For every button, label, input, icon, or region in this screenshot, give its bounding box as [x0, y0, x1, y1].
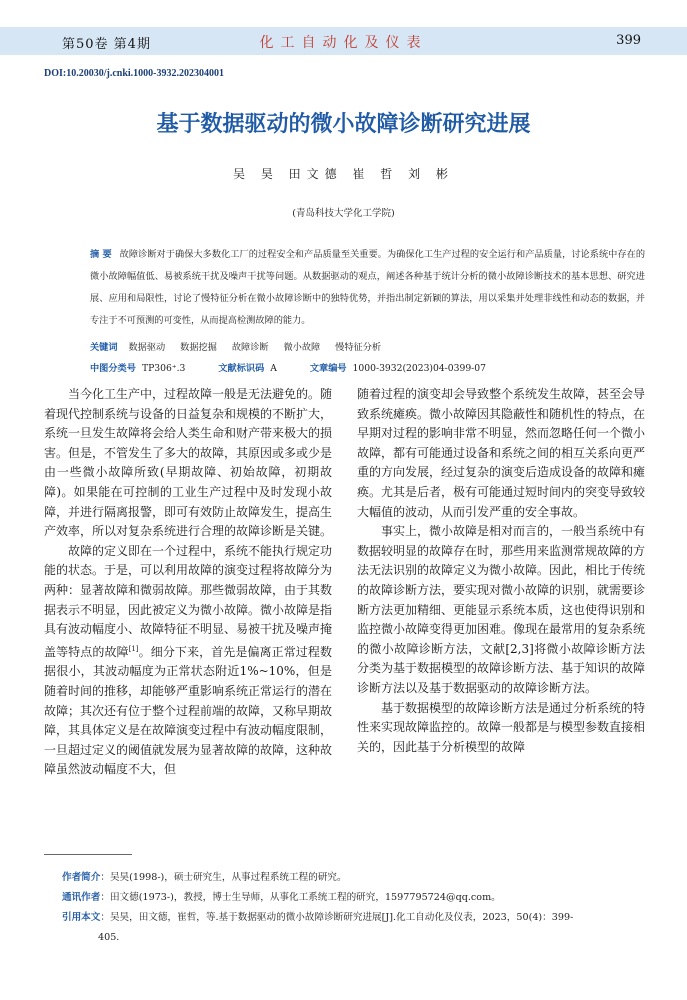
keyword: 微小故障 — [283, 342, 321, 353]
footnotes — [62, 868, 652, 948]
footnote-text: ：吴昊(1998-)，硕士研究生，从事过程系统工程的研究。 — [100, 872, 347, 883]
paragraph: 事实上，微小故障是相对而言的，一般当系统中有数据较明显的故障存在时，那些用来监测常规故障的方法无法识别的故障定义为微小故障。因此，相比于传统的故障诊断方法，要实现对微小故障的识别，就需要诊断方法更加精细、更能显示系统本质，这也使得识别和监控微小故障变得更加困难。像现在最常用的复杂系统的微小故障诊断方法，文献[2,3]将微小故障诊断方法分类为基于数据模型的故障诊断方法、基于知识的故障诊断方法以及基于数据驱动的故障诊断方法。 — [357, 524, 646, 695]
running-header — [0, 27, 687, 55]
keywords — [90, 339, 650, 353]
classification-info — [90, 360, 650, 374]
footnote-corresponding — [62, 888, 652, 908]
paragraph — [44, 542, 332, 780]
footnote-citation-cont: 405. — [98, 932, 120, 943]
footnote-label: 引用本文 — [62, 912, 101, 923]
keyword: 数据挖掘 — [180, 342, 217, 353]
clc-value: TP306⁺.3 — [141, 363, 186, 374]
paragraph: 当今化工生产中，过程故障一般是无法避免的。随着现代控制系统与设备的日益复杂和规模的不断扩大，系统一旦发生故障将会给人类生命和财产带来极大的损害。但是，不管发生了多大的故障，其原因或多或少是由一些微小故障所致(早期故障、初始故障，初期故障)。如果能在可控制的工业生产过程中及时发现小故障，并进行隔离报警，即可有效防止故障发生，提高生产效率，所以对复杂系统进行合理的故障诊断是关键。 — [44, 387, 333, 539]
footnote-label: 作者简介 — [62, 872, 101, 883]
keyword: 慢特征分析 — [335, 342, 382, 353]
doc-code-label: 文献标识码 — [218, 363, 265, 374]
paragraph: 基于数据模型的故障诊断方法是通过分析系统的特性来实现故障监控的。故障一般都是与模型参数直接相关的，因此基于分析模型的故障 — [357, 700, 646, 754]
clc-label: 中图分类号 — [90, 363, 136, 374]
body-column-left — [44, 385, 332, 780]
keywords-label: 关键词 — [90, 342, 118, 353]
abstract-text: 故障诊断对于确保大多数化工厂的过程安全和产品质量至关重要。为确保化工生产过程的安全运行和产品质量，讨论系统中存在的微小故障幅值低、易被系统干扰及噪声干扰等问题。从数据驱动的观点，阐述各种基于统计分析的微小故障诊断技术的基本思想、研究进展、应用和局限性，讨论了慢特征分析在微小故障诊断中的独特优势，并指出制定新颖的算法，用以采集并处理非线性和动态的数据，并专注于不可预测的可变性，从而提高检测故障的能力。 — [90, 249, 646, 326]
citation-ref[interactable]: [1] — [128, 644, 139, 653]
paragraph-text: 。细分下来，首先是偏离正常过程数据很小，其波动幅度为正常状态附近1%~10%，但是随着时间的推移，却能够严重影响系统正常运行的潜在故障；其次还有位于整个过程前端的故障，又称早期故障，其具体定义是在故障演变过程中有波动幅度限制，一旦超过定义的阈值就发展为显著故障的故障，这种故障虽然波动幅度不大，但 — [44, 644, 333, 777]
affiliation: (青岛科技大学化工学院) — [292, 208, 395, 219]
doi[interactable]: DOI:10.20030/j.cnki.1000-3932.202304001 — [44, 68, 224, 79]
page-number: 399 — [616, 33, 641, 48]
author-list: 吴 昊 田文德 崔 哲 刘 彬 — [233, 167, 454, 181]
journal-name: 化工自动化及仪表 — [259, 35, 428, 51]
volume-issue: 第50卷 第4期 — [62, 37, 151, 52]
footnote-text: ：田文德(1973-)，教授，博士生导师，从事化工系统工程的研究，1597795724@qq.com。 — [100, 892, 501, 903]
abstract-label: 摘 要 — [90, 249, 112, 260]
body-column-right — [357, 385, 645, 757]
article-title: 基于数据驱动的微小故障诊断研究进展 — [156, 112, 531, 137]
abstract — [90, 244, 645, 332]
article-number-value: 1000-3932(2023)04-0399-07 — [352, 363, 486, 374]
footnote-citation — [62, 908, 652, 928]
footnote-divider — [44, 854, 132, 855]
keyword: 故障诊断 — [231, 342, 269, 353]
paragraph: 随着过程的演变却会导致整个系统发生故障，甚至会导致系统瘫痪。微小故障因其隐蔽性和随机性的特点，在早期对过程的影响非常不明显，然而忽略任何一个微小故障，都有可能通过设备和系统之间的相互关系向更严重的方向发展，经过复杂的演变后造成设备的故障和瘫痪。尤其是后者，极有可能通过短时间内的突变导致较大幅值的波动，从而引发严重的安全事故。 — [357, 387, 646, 519]
footnote-text: ：吴昊，田文德，崔哲，等.基于数据驱动的微小故障诊断研究进展[J].化工自动化及仪表，2023，50(4)：399- — [100, 912, 574, 923]
doc-code-value: A — [270, 363, 277, 374]
footnote-label: 通讯作者 — [62, 892, 101, 903]
footnote-author-intro — [62, 868, 652, 888]
article-number-label: 文章编号 — [309, 363, 347, 374]
paragraph-text: 故障的定义即在一个过程中，系统不能执行规定功能的状态。于是，可以利用故障的演变过程将故障分为两种：显著故障和微弱故障。那些微弱故障，由于其数据表示不明显，因此被定义为微小故障。微小故障是指具有波动幅度小、故障特征不明显、易被干扰及噪声掩盖等特点的故障 — [44, 543, 333, 659]
keyword: 数据驱动 — [128, 342, 166, 353]
